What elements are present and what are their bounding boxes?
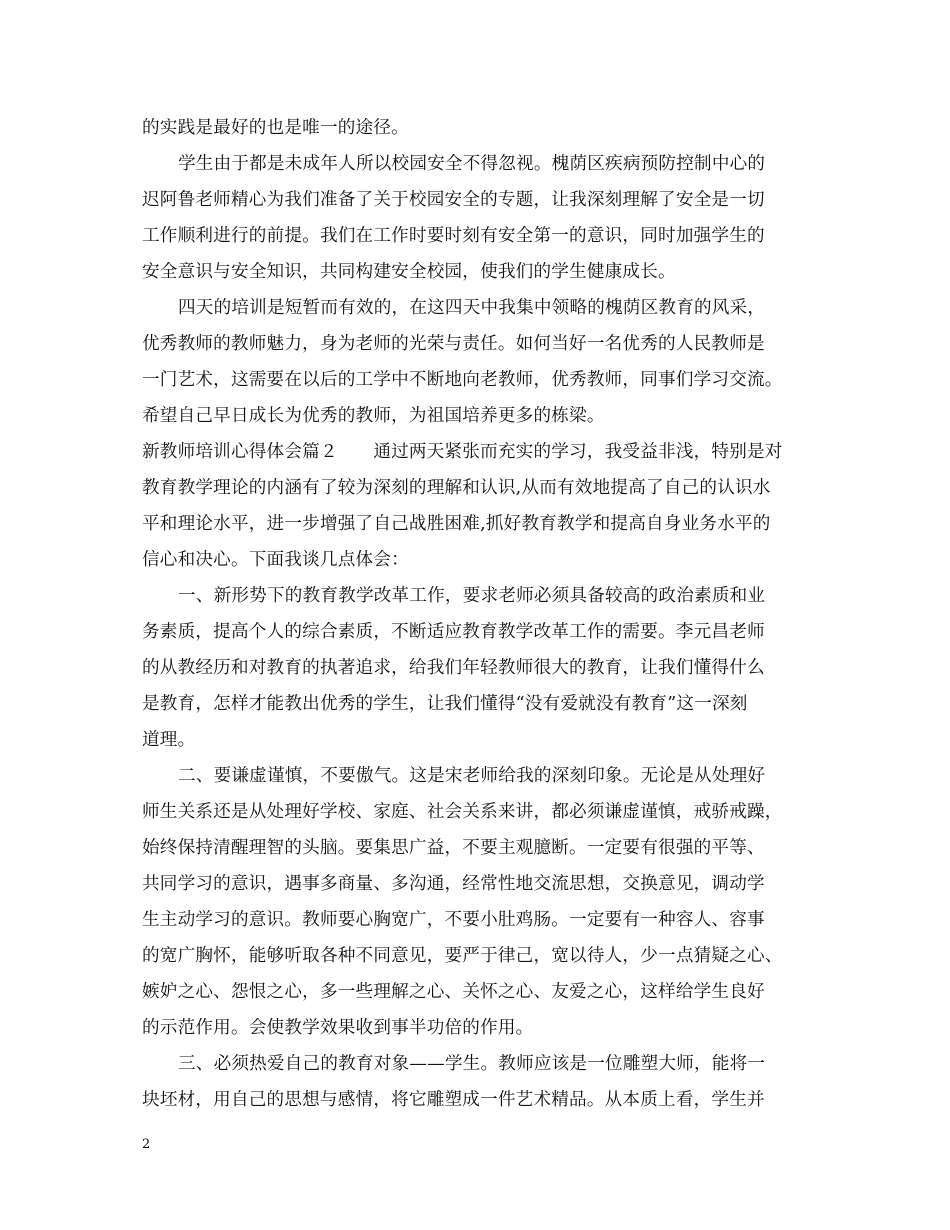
text-line-20: 师生关系还是从处理好学校、家庭、社会关系来讲，都必须谦虚谨慎，戒骄戒躁， <box>142 802 783 822</box>
text-line-25: 嫉妒之心、怨恨之心，多一些理解之心、关怀之心、友爱之心，这样给学生良好 <box>142 982 765 1002</box>
text-line-3: 迟阿鲁老师精心为我们准备了关于校园安全的专题，让我深刻理解了安全是一切 <box>142 190 765 210</box>
text-line-4: 工作顺利进行的前提。我们在工作时要时刻有安全第一的意识，同时加强学生的 <box>142 226 765 246</box>
text-line-18: 道理。 <box>142 730 196 750</box>
text-line-17: 是教育，怎样才能教出优秀的学生，让我们懂得“没有爱就没有教育”这一深刻 <box>142 694 748 714</box>
text-line-7: 优秀教师的教师魅力，身为老师的光荣与责任。如何当好一名优秀的人民教师是 <box>142 334 765 354</box>
text-line-6: 四天的培训是短暂而有效的，在这四天中我集中领略的槐荫区教育的风采， <box>178 298 766 318</box>
text-line-28: 块坯材，用自己的思想与感情，将它雕塑成一件艺术精品。从本质上看，学生并 <box>142 1090 765 1110</box>
text-line-9: 希望自己早日成长为优秀的教师，为祖国培养更多的栋梁。 <box>142 406 605 426</box>
text-line-26: 的示范作用。会使教学效果收到事半功倍的作用。 <box>142 1018 534 1038</box>
text-line-16: 的从教经历和对教育的执著追求，给我们年轻教师很大的教育，让我们懂得什么 <box>142 658 765 678</box>
text-line-15: 务素质，提高个人的综合素质，不断适应教育教学改革工作的需要。李元昌老师 <box>142 622 765 642</box>
text-line-21: 始终保持清醒理智的头脑。要集思广益，不要主观臆断。一定要有很强的平等、 <box>142 838 765 858</box>
page-number: 2 <box>142 1137 151 1152</box>
text-line-2: 学生由于都是未成年人所以校园安全不得忽视。槐荫区疾病预防控制中心的 <box>178 154 766 174</box>
text-line-19: 二、要谦虚谨慎，不要傲气。这是宋老师给我的深刻印象。无论是从处理好 <box>178 766 766 786</box>
text-line-13: 信心和决心。下面我谈几点体会： <box>142 550 409 570</box>
text-line-8: 一门艺术，这需要在以后的工学中不断地向老教师，优秀教师，同事们学习交流。 <box>142 370 783 390</box>
text-line-14: 一、新形势下的教育教学改革工作，要求老师必须具备较高的政治素质和业 <box>178 586 766 606</box>
text-line-23: 生主动学习的意识。教师要心胸宽广，不要小肚鸡肠。一定要有一种容人、容事 <box>142 910 765 930</box>
text-line-5: 安全意识与安全知识，共同构建安全校园，使我们的学生健康成长。 <box>142 262 676 282</box>
text-line-24: 的宽广胸怀，能够听取各种不同意见，要严于律己，宽以待人，少一点猜疑之心、 <box>142 946 783 966</box>
text-line-12: 平和理论水平，进一步增强了自己战胜困难,抓好教育教学和提高自身业务水平的 <box>142 514 771 534</box>
text-line-22: 共同学习的意识，遇事多商量、多沟通，经常性地交流思想，交换意见，调动学 <box>142 874 765 894</box>
section-heading-line: 新教师培训心得体会篇２ 通过两天紧张而充实的学习，我受益非浅，特别是对 <box>142 442 783 462</box>
text-line-11: 教育教学理论的内涵有了较为深刻的理解和认识,从而有效地提高了自己的认识水 <box>142 478 771 498</box>
text-line-1: 的实践是最好的也是唯一的途径。 <box>142 118 409 138</box>
text-line-27: 三、必须热爱自己的教育对象——学生。教师应该是一位雕塑大师，能将一 <box>178 1054 766 1074</box>
